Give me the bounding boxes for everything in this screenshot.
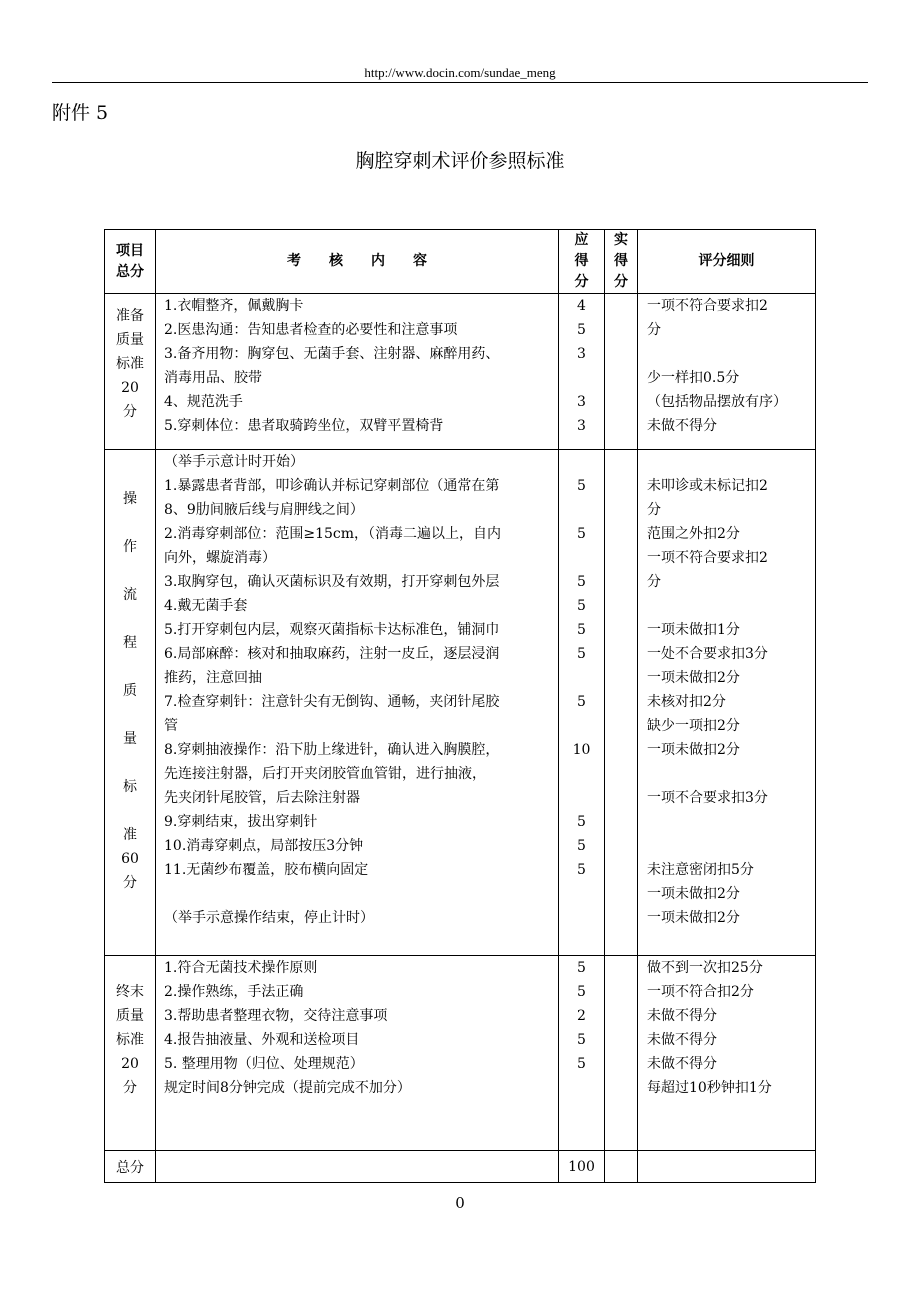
rule-line: （包括物品摆放有序）: [647, 394, 787, 410]
rule-line: 一项未做扣1分: [647, 622, 740, 638]
content-line: 向外，螺旋消毒）: [164, 550, 276, 566]
rule-line: 一项未做扣2分: [647, 886, 740, 902]
header-row: [105, 230, 816, 294]
rule-line: 未核对扣2分: [647, 694, 726, 710]
content-line: 先连接注射器，后打开夹闭胶管血管钳，进行抽液，: [164, 766, 486, 782]
category-line: 标准: [116, 1032, 144, 1048]
content-line: 8.穿刺抽液操作：沿下肋上缘进针，确认进入胸膜腔，: [164, 742, 500, 758]
content-line: 2.消毒穿刺部位：范围≥15cm，（消毒二遍以上，自内: [164, 526, 502, 542]
header-actual-line: 实: [614, 232, 628, 248]
rule-line: 一项不符合要求扣2: [647, 550, 768, 566]
score-value: [559, 498, 604, 522]
section-actual: [605, 450, 638, 956]
content-line: 5. 整理用物（归位、处理规范）: [164, 1056, 364, 1072]
score-value: 5: [577, 960, 586, 976]
section-score: [559, 294, 605, 450]
header-rules: [638, 230, 816, 294]
section-rules: [638, 294, 816, 450]
score-value: 2: [577, 1008, 586, 1024]
content-line: 消毒用品、胶带: [164, 370, 262, 386]
content-line: 7.检查穿刺针：注意针尖有无倒钩、通畅，夹闭针尾胶: [164, 694, 500, 710]
section-score: [559, 450, 605, 956]
total-content: [156, 1151, 559, 1183]
score-value: 3: [577, 418, 586, 434]
section-actual: [605, 956, 638, 1151]
section-row: [105, 956, 816, 1151]
score-value: [559, 882, 604, 906]
score-value: 5: [577, 598, 586, 614]
category-line: 20: [121, 1056, 139, 1072]
score-value: 5: [577, 478, 586, 494]
header-actual-line: 分: [614, 274, 628, 290]
score-value: [559, 1076, 604, 1100]
content-line: 2.医患沟通：告知患者检查的必要性和注意事项: [164, 322, 458, 338]
category-line: 标: [123, 779, 137, 795]
content-line: 推药，注意回抽: [164, 670, 262, 686]
rule-line: [638, 930, 815, 954]
content-line: 管: [164, 718, 178, 734]
rule-line: 未叩诊或未标记扣2: [647, 478, 768, 494]
category-line: 终末: [116, 984, 144, 1000]
header-score: [559, 230, 605, 294]
section-category: [105, 450, 156, 956]
category-line: 20: [121, 380, 139, 396]
rule-line: 范围之外扣2分: [647, 526, 740, 542]
total-score: 100: [559, 1151, 605, 1183]
content-line: 3.备齐用物：胸穿包、无菌手套、注射器、麻醉用药、: [164, 346, 500, 362]
content-line: 4、规范洗手: [164, 394, 243, 410]
header-category-line: 项目: [116, 242, 144, 259]
section-rules: [638, 956, 816, 1151]
score-value: 3: [577, 394, 586, 410]
section-content: [156, 956, 559, 1151]
section-row: [105, 450, 816, 956]
rule-line: [638, 762, 815, 786]
rule-line: 未做不得分: [647, 1008, 717, 1024]
content-line: 11.无菌纱布覆盖，胶布横向固定: [164, 862, 369, 878]
category-line: 标准: [116, 356, 144, 372]
content-line: 3.帮助患者整理衣物，交待注意事项: [164, 1008, 388, 1024]
header-url: http://www.docin.com/sundae_meng: [364, 65, 556, 80]
category-line: 流: [123, 587, 137, 603]
rule-line: 一项未做扣2分: [647, 670, 740, 686]
section-content: [156, 294, 559, 450]
score-value: [559, 546, 604, 570]
score-value: [559, 450, 604, 474]
total-actual: [605, 1151, 638, 1183]
score-value: 4: [577, 298, 586, 314]
content-line: （举手示意计时开始）: [164, 454, 304, 470]
category-line: 分: [123, 1080, 137, 1096]
category-line: 量: [123, 731, 137, 747]
rule-line: 分: [647, 574, 661, 590]
score-value: 5: [577, 574, 586, 590]
score-value: 5: [577, 646, 586, 662]
score-value: [559, 666, 604, 690]
category-line: 分: [123, 875, 137, 891]
section-actual: [605, 294, 638, 450]
header-rule: [52, 82, 868, 83]
rule-line: [638, 342, 815, 366]
score-value: [559, 906, 604, 930]
content-line: [156, 930, 558, 954]
score-value: [559, 762, 604, 786]
score-value: 5: [577, 526, 586, 542]
content-line: 先夹闭针尾胶管，后去除注射器: [164, 790, 360, 806]
rule-line: 每超过10秒钟扣1分: [647, 1080, 772, 1096]
rule-line: 一项不符合扣2分: [647, 984, 754, 1000]
rule-line: [638, 594, 815, 618]
score-value: 10: [572, 742, 591, 758]
rule-line: 未做不得分: [647, 1032, 717, 1048]
score-value: 5: [577, 862, 586, 878]
content-line: 5.穿刺体位：患者取骑跨坐位，双臂平置椅背: [164, 418, 444, 434]
header-score-line: 得: [574, 253, 589, 269]
section-content: [156, 450, 559, 956]
category-line: 质量: [116, 1008, 144, 1024]
rule-line: 少一样扣0.5分: [647, 370, 740, 386]
content-line: 1.衣帽整齐，佩戴胸卡: [164, 298, 304, 314]
rule-line: 一项未做扣2分: [647, 742, 740, 758]
rule-line: 一处不合要求扣3分: [647, 646, 768, 662]
content-line: 4.戴无菌手套: [164, 598, 248, 614]
content-line: 1.暴露患者背部，叩诊确认并标记穿刺部位（通常在第: [164, 478, 500, 494]
category-line: 质: [123, 683, 137, 699]
rule-line: 未做不得分: [647, 1056, 717, 1072]
score-value: 5: [577, 622, 586, 638]
section-category: [105, 294, 156, 450]
content-line: 规定时间8分钟完成（提前完成不加分）: [164, 1080, 411, 1096]
category-line: 操: [123, 491, 137, 507]
header-content-text: 考 核 内 容: [287, 253, 427, 269]
content-line: 5.打开穿刺包内层，观察灭菌指标卡达标准色，铺洞巾: [164, 622, 500, 638]
evaluation-table: [104, 229, 816, 1183]
score-value: 5: [577, 322, 586, 338]
rule-line: 缺少一项扣2分: [647, 718, 740, 734]
category-line: 60: [121, 851, 139, 867]
category-line: 质量: [116, 332, 144, 348]
rule-line: 分: [647, 502, 661, 518]
rule-line: [638, 810, 815, 834]
total-label: 总分: [105, 1151, 156, 1183]
page-number: 0: [455, 1194, 465, 1212]
rule-line: 未注意密闭扣5分: [647, 862, 754, 878]
rule-line: 未做不得分: [647, 418, 717, 434]
total-row: [105, 1151, 816, 1183]
content-line: [156, 882, 558, 906]
category-line: 准备: [116, 308, 144, 324]
category-line: 程: [123, 635, 137, 651]
score-value: [559, 366, 604, 390]
header-content: [156, 230, 559, 294]
rule-line: 一项未做扣2分: [647, 910, 740, 926]
header-score-line: 分: [574, 274, 589, 290]
content-line: 8、9肋间腋后线与肩胛线之间）: [164, 502, 364, 518]
content-line: 10.消毒穿刺点，局部按压3分钟: [164, 838, 364, 854]
category-line: 分: [123, 404, 137, 420]
category-line: 作: [123, 539, 137, 555]
header-actual-line: 得: [614, 253, 628, 269]
score-value: 5: [577, 984, 586, 1000]
content-line: 2.操作熟练，手法正确: [164, 984, 304, 1000]
rule-line: [638, 834, 815, 858]
score-value: 5: [577, 814, 586, 830]
header-category-line: 总分: [116, 263, 144, 280]
section-rules: [638, 450, 816, 956]
content-line: 1.符合无菌技术操作原则: [164, 960, 318, 976]
category-line: 准: [123, 827, 137, 843]
attachment-label: 附件 5: [52, 102, 109, 124]
rule-line: 一项不符合要求扣2: [647, 298, 768, 314]
page-title: 胸腔穿刺术评价参照标准: [355, 150, 565, 172]
content-line: 6.局部麻醉：核对和抽取麻药，注射一皮丘，逐层浸润: [164, 646, 500, 662]
score-value: [559, 714, 604, 738]
score-value: 3: [577, 346, 586, 362]
score-value: [559, 930, 604, 954]
rule-line: 分: [647, 322, 661, 338]
rule-line: [638, 450, 815, 474]
score-value: 5: [577, 838, 586, 854]
content-line: 3.取胸穿包，确认灭菌标识及有效期，打开穿刺包外层: [164, 574, 500, 590]
score-value: [559, 786, 604, 810]
content-line: 9.穿刺结束，拔出穿刺针: [164, 814, 318, 830]
section-category: [105, 956, 156, 1151]
section-row: [105, 294, 816, 450]
header-rules-text: 评分细则: [698, 253, 755, 269]
rule-line: 做不到一次扣25分: [647, 960, 763, 976]
score-value: 5: [577, 1032, 586, 1048]
header-actual: [605, 230, 638, 294]
content-line: 4.报告抽液量、外观和送检项目: [164, 1032, 360, 1048]
total-rules: [638, 1151, 816, 1183]
header-score-line: 应: [574, 232, 589, 248]
score-value: 5: [577, 1056, 586, 1072]
score-value: 5: [577, 694, 586, 710]
header-category: [105, 230, 156, 294]
rule-line: 一项不合要求扣3分: [647, 790, 768, 806]
content-line: （举手示意操作结束，停止计时）: [164, 910, 374, 926]
section-score: [559, 956, 605, 1151]
